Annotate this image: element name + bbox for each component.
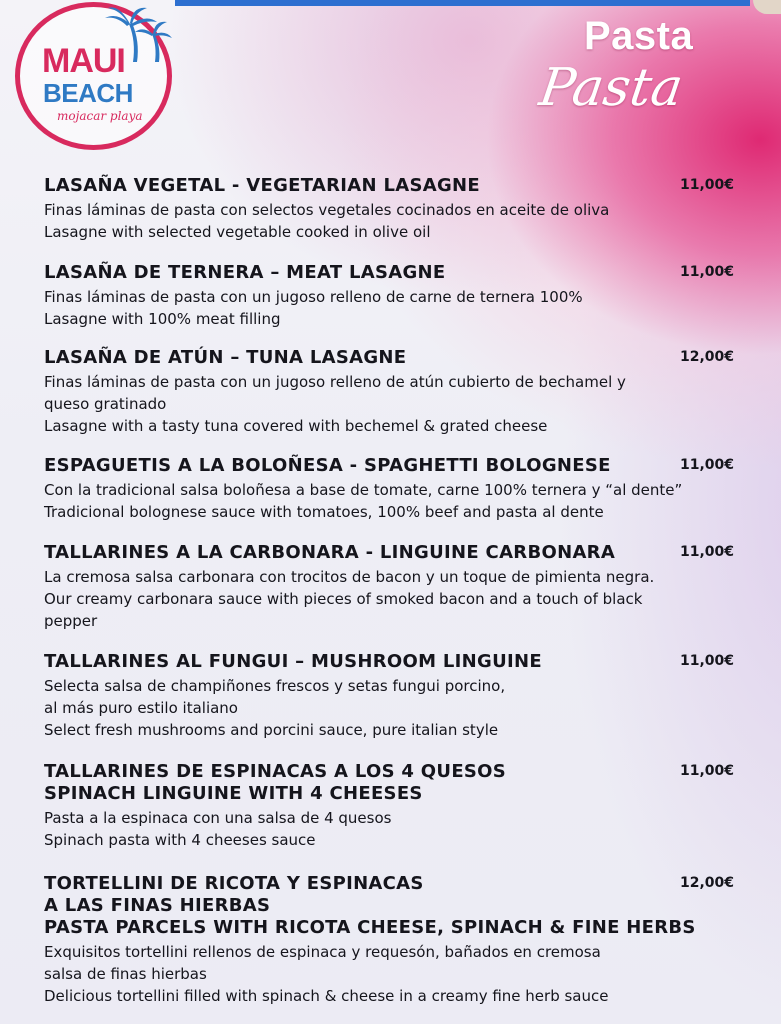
logo-beach-text: BEACH [43,78,133,108]
description-line: Select fresh mushrooms and porcini sauce, pure italian style [44,721,499,739]
logo-maui-text: MAUI [42,42,125,80]
page-title: Pasta [584,14,694,58]
description-line: Lasagne with a tasty tuna covered with bechemel & grated cheese [44,417,548,435]
description-line: Spinach pasta with 4 cheeses sauce [44,831,316,849]
item-description [44,566,734,632]
item-name: TORTELLINI DE RICOTA Y ESPINACAS [44,873,424,894]
description-line: La cremosa salsa carbonara con trocitos de bacon y un toque de pimienta negra. [44,568,655,586]
item-description [44,479,734,523]
item-description [44,675,734,741]
menu-item [44,455,734,523]
item-name: TALLARINES DE ESPINACAS A LOS 4 QUESOS [44,761,507,782]
item-price: 11,00€ [679,177,734,193]
menu-item [44,175,734,243]
description-line: Our creamy carbonara sauce with pieces of smoked bacon and a touch of black [44,590,643,608]
menu-item [44,347,734,437]
description-line: Con la tradicional salsa boloñesa a base de tomate, carne 100% ternera y “al dente” [44,481,683,499]
logo-tagline: mojacar playa [57,109,143,123]
menu-item [44,651,734,741]
item-price: 11,00€ [679,653,734,669]
item-price: 11,00€ [679,544,734,560]
item-name: LASAÑA VEGETAL - VEGETARIAN LASAGNE [44,175,480,196]
item-name: ESPAGUETIS A LA BOLOÑESA - SPAGHETTI BOLOGNESE [44,455,611,476]
item-name: LASAÑA DE ATÚN – TUNA LASAGNE [44,347,407,368]
item-name-line-2: A LAS FINAS HIERBAS [44,895,271,916]
description-line: Tradicional bolognese sauce with tomatoes, 100% beef and pasta al dente [44,503,604,521]
item-description [44,371,734,437]
item-price: 12,00€ [679,875,734,891]
description-line: queso gratinado [44,395,167,413]
item-price: 12,00€ [679,349,734,365]
item-description [44,286,734,330]
description-line: Finas láminas de pasta con selectos vegetales cocinados en aceite de oliva [44,201,610,219]
description-line: Pasta a la espinaca con una salsa de 4 quesos [44,809,392,827]
item-name: LASAÑA DE TERNERA – MEAT LASAGNE [44,262,446,283]
item-price: 11,00€ [679,264,734,280]
description-line: Selecta salsa de champiñones frescos y setas fungui porcino, [44,677,506,695]
description-line: salsa de finas hierbas [44,965,207,983]
description-line: Exquisitos tortellini rellenos de espinaca y requesón, bañados en cremosa [44,943,601,961]
description-line: Lasagne with 100% meat filling [44,310,281,328]
description-line: Lasagne with selected vegetable cooked in olive oil [44,223,431,241]
item-name-english: PASTA PARCELS WITH RICOTA CHEESE, SPINACH & FINE HERBS [44,917,696,938]
description-line: al más puro estilo italiano [44,699,238,717]
menu-item [44,542,734,632]
menu-item [44,761,734,851]
item-price: 11,00€ [679,763,734,779]
item-description [44,199,734,243]
item-description [44,807,734,851]
item-price: 11,00€ [679,457,734,473]
description-line: pepper [44,612,98,630]
description-line: Finas láminas de pasta con un jugoso relleno de atún cubierto de bechamel y [44,373,626,391]
item-description [44,941,734,1007]
item-name: TALLARINES AL FUNGUI – MUSHROOM LINGUINE [44,651,542,672]
menu-item [44,262,734,330]
item-name: TALLARINES A LA CARBONARA - LINGUINE CARBONARA [44,542,616,563]
page-title-script: Pasta [535,58,687,118]
description-line: Delicious tortellini filled with spinach & cheese in a creamy fine herb sauce [44,987,609,1005]
item-name-english: SPINACH LINGUINE WITH 4 CHEESES [44,783,423,804]
description-line: Finas láminas de pasta con un jugoso relleno de carne de ternera 100% [44,288,583,306]
menu-item [44,873,734,1007]
